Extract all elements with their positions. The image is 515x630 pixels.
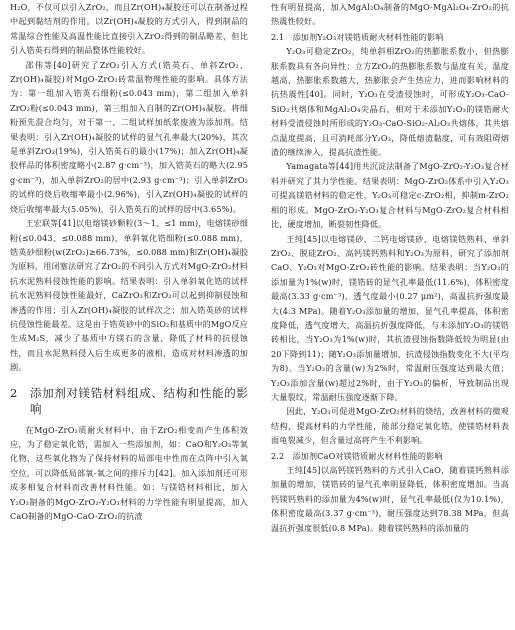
right-paragraphs	[271, 0, 509, 535]
left-paragraphs-after	[10, 423, 248, 524]
body-paragraph: 王纯[45]以高钙镁钙熟料的方式引入CaO，随着镁钙熟料添加量的增加，镁锆砖的显气孔率明显降低，体积密度增加。当高钙镁钙熟料的添加量为4%(w)时，显气孔率最低(仅为10.1%)，体积密度最高(3.37 g·cm⁻³)，耐压强度达到78.38 MPa，但高温抗折强度很低(0.8 MPa)。随着镁钙熟料的添加量的	[271, 465, 509, 533]
right-column	[271, 0, 509, 535]
body-paragraph: 邵伟等[40]研究了ZrO₂引入方式(锆英石、单斜ZrO₂、Zr(OH)₄凝胶)对MgO-ZrO₂砖常温物理性能的影响。具体方法为：第一组加入锆英石细粉(≤0.043 mm)，第二组加入单斜ZrO₂粉(≤0.043 mm)，第三组加入自制的Zr(OH)₄凝胶。将细粉预先混合均匀，对于第一、二组试样加纸浆废液为添加剂。结果表明：引入Zr(OH)₄凝胶的试样的显气孔率最大(20%)，其次是单斜ZrO₂(19%)，引入锆英石的最小(17%)；加入Zr(OH)₄凝胶样品的体积密度略小(2.87 g·cm⁻³)，加入锆英石的略大(2.95 g·cm⁻³)，加入单斜ZrO₂的居中(2.93 g·cm⁻³)；引入单斜ZrO₂的试样的烧后收缩率最小(2.96%)，引入Zr(OH)₄凝胶的试样的烧后收缩率最大(5.05%)，引入锆英石的试样的居中(3.65%)。	[10, 59, 248, 214]
body-paragraph: H₂O，不仅可以引入ZrO₂，而且Zr(OH)₄凝胶还可以在制备过程中起到黏结剂的作用。以Zr(OH)₄凝胶的方式引入，得到制品的常温综合性能及高温性能比直接引入ZrO₂得到的制品略差，但比引入锆英石得到的制品整体性能较好。	[10, 2, 248, 56]
body-paragraph: Yamagata等[44]用共沉淀法制备了MgO-ZrO₂-Y₂O₃复合材料并研究了其力学性能。结果表明：MgO-ZrO₂体系中引入Y₂O₃可提高镁锆材料的稳定性，Y₂O₃可稳定c-ZrO₂相，抑制m-ZrO₂相的形成。MgO-ZrO₂-Y₂O₃复合材料与MgO-ZrO₂复合材料相比，硬度增加，断裂韧性降低。	[271, 161, 509, 230]
body-paragraph: Y₂O₃可稳定ZrO₂，纯单斜相ZrO₂的热膨胀系数小，但热膨胀系数具有各向异性；立方ZrO₂的热膨胀系数与温度有关，温度越高，热膨胀系数越大，热膨胀会产生热应力，进而影响材料的抗热震性[40]。同时，Y₂O₃在受渣侵蚀时，可形成Y₂O₃-CaO-SiO₂共熔体和MgAl₂O₄尖晶石，相对于未添加Y₂O₃的镁锆耐火材料受渣侵蚀时所形成的Y₂O₃-CaO-SiO₂-Al₂O₃共熔体，其共熔点温度提高，且可消耗部分Y₂O₃，降低熔渣黏度，可有效阻碍熔渣的继续渗入，提高抗渣性能。	[271, 46, 509, 158]
body-paragraph: 在MgO-ZrO₂质耐火材料中，由于ZrO₂相变而产生体积效应，为了稳定氧化锆，需加入一些添加剂，如：CaO和Y₂O₃等氧化物，这些氧化物为了保持材料的局部电中性而在点阵中引入氧空位，可以降低局部氧-氧之间的排斥力[42]。加入添加剂还可形成多相复合材料而改善材料性能。如：与镁锆材料相比，加入Y₂O₃制备的MgO-ZrO₂-Y₂O₃材料的力学性能有明显提高，加入CaO制备的MgO-CaO-ZrO₂的抗渣	[10, 424, 248, 521]
body-paragraph: 因此，Y₂O₃可促进MgO-ZrO₂材料的烧结，改善材料的微观结构，提高材料的力学性能，能部分稳定氧化锆，使镁锆材料表面龟裂减少，但含量过高将产生不利影响。	[271, 406, 509, 446]
body-paragraph: 性有明显提高，加入MgAl₂O₄制备的MgO-MgAl₂O₄-ZrO₂的抗热震性较好。	[271, 2, 509, 27]
left-paragraphs-before	[10, 0, 248, 375]
section-number: 2	[10, 385, 18, 400]
left-column	[10, 0, 248, 523]
body-paragraph: 王纯[45]以电熔镁砂、二钙电熔镁砂、电熔镁锆熟料、单斜ZrO₂、脱硅ZrO₂、高钙镁钙熟料和Y₂O₃为原料，研究了添加剂CaO、Y₂O₃对MgO-ZrO₂砖性能的影响。结果表明：当Y₂O₃的添加量为1%(w)时，镁锆砖的显气孔率最低(11.6%)，体积密度最高(3.33 g·cm⁻³)，透气度最小(0.27 μm²)，高温抗折强度最大(4.3 MPa)。随着Y₂O₃添加量的增加，显气孔率提高，体积密度降低，透气度增大，高温抗折强度降低，与未添加Y₂O₃的镁锆砖相比，当Y₂O₃为1%(w)时，其抗渣侵蚀指数降低较为明显(由20下降到11)；随Y₂O₃添加量增加，抗渣侵蚀指数变化不大(平均为8)。当Y₂O₃的含量(w)为2%时，常温耐压强度达到最大值；Y₂O₃添加含量(w)超过2%时，由于Y₂O₃的偏析，导致制品出现大量裂纹，常温耐压强度逐渐下降。	[271, 233, 509, 402]
body-paragraph: 王宏联等[41]以电熔镁砂颗粒(3～1、≤1 mm)，电熔镁砂细粉(≤0.043、≤0.088 mm)，单斜氧化锆细粉(≤0.088 mm)，锆英砂细粉(w(ZrO₂)≥66.73%，≤0.088 mm)和Zr(OH)₄凝胶为原料，用闭塞法研究了ZrO₂的不同引入方式对MgO-ZrO₂材料抗水泥熟料侵蚀性能的影响。结果表明：引入单斜氧化锆的试样抗水泥熟料侵蚀性能最好，CaZrO₃和ZrO₂可以起到抑制侵蚀和渗透的作用；引入Zr(OH)₄凝胶的试样次之；加入锆英砂的试样抗侵蚀性能最差。这是由于锆英砂中的SiO₂和基质中的MgO反应生成M₂S，减少了基质中方镁石的含量，降低了材料的抗侵蚀性，而且水泥熟料侵入后生成更多的液相，造成对材料渗透的加剧。	[10, 218, 248, 373]
subsection-heading: 2.1 添加剂Y₂O₃对镁锆质耐火材料性能的影响	[271, 31, 444, 42]
section-heading	[10, 385, 248, 417]
subsection-heading: 2.2 添加剂CaO对镁锆质耐火材料性能的影响	[271, 450, 443, 461]
section-title: 添加剂对镁锆材料组成、结构和性能的影响	[30, 385, 248, 416]
